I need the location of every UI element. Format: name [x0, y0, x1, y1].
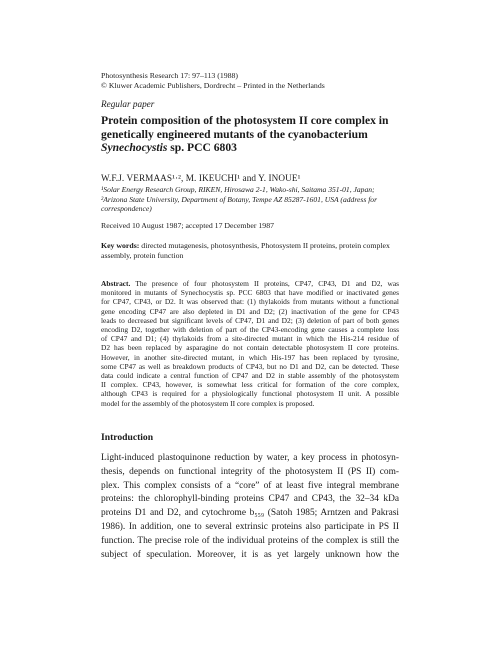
author-list: W.F.J. VERMAAS¹·², M. IKEUCHI¹ and Y. INOUE¹	[101, 173, 301, 183]
journal-header	[101, 71, 325, 90]
title-strain: sp. PCC 6803	[167, 141, 237, 155]
affiliations	[101, 185, 401, 214]
body-line: subject of speculation. Moreover, it is as yet largely unknown how the	[101, 549, 399, 560]
body-line: thesis, depends on functional integrity of the photosystem II (PS II) com-	[101, 466, 399, 477]
abstract	[101, 279, 399, 408]
keywords	[101, 241, 399, 260]
abstract-line: of CP47 and D1; (4) thylakoids from a site-directed mutant in which the His-214 residue of	[101, 334, 399, 344]
body-line: plex. This complex consists of a “core” of at least five integral membrane	[101, 480, 399, 491]
paper-title	[101, 114, 401, 155]
keywords-label: Key words:	[101, 241, 140, 250]
title-organism: Synechocystis	[101, 141, 168, 155]
body-line: proteins D1 and D2, and cytochrome b₅₅₉ (Satoh 1985; Arntzen and Pakrasi	[101, 508, 399, 519]
abstract-line: D2 has been replaced by asparagine do not contain detectable photosystem II core proteins.	[101, 343, 399, 353]
body-line: Light-induced plastoquinone reduction by water, a key process in photosyn-	[101, 453, 399, 463]
abstract-line: model for the assembly of the photosystem II core complex is proposed.	[101, 398, 315, 408]
title-line	[101, 141, 401, 155]
abstract-label: Abstract.	[101, 279, 131, 288]
title-line: Protein composition of the photosystem II core complex in	[101, 114, 389, 127]
abstract-line: some CP47 as well as breakdown products of CP43, but no D1 and D2, can be detected. These	[101, 361, 399, 371]
journal-citation: Photosynthesis Research 17: 97–113 (1988)	[101, 71, 239, 80]
body-line: proteins: the chlorophyll-binding proteins CP47 and CP43, the 32–34 kDa	[101, 494, 399, 505]
section-label: Regular paper	[101, 99, 155, 109]
title-line: genetically engineered mutants of the cyanobacterium	[101, 127, 368, 141]
introduction-body	[101, 452, 399, 562]
abstract-line: encoding D2, together with deletion of part of the CP43-encoding gene causes a complete loss	[101, 325, 399, 335]
received-dates: Received 10 August 1987; accepted 17 December 1987	[101, 221, 274, 230]
affiliation-line: correspondence)	[101, 204, 152, 214]
abstract-line: However, in another site-directed mutant, in which His-197 has been replaced by tyrosine,	[101, 352, 399, 362]
abstract-line: data could indicate a central function of CP47 and D2 in stable assembly of the photosystem	[101, 371, 399, 381]
affiliation-line: ²Arizona State University, Department of Botany, Tempe AZ 85287-1601, USA (address for	[101, 194, 378, 204]
introduction-heading: Introduction	[101, 432, 154, 443]
abstract-line: II complex. CP43, however, is somewhat less critical for formation of the core complex,	[101, 380, 399, 390]
abstract-line: monitored in mutants of Synechocystis sp. PCC 6803 that have modified or inactivated genes	[101, 288, 399, 298]
body-line: 1986). In addition, one to several extrinsic proteins also participate in PS II	[101, 521, 399, 532]
abstract-line	[101, 279, 399, 288]
abstract-text: The presence of four photosystem II proteins, CP47, CP43, D1 and D2, was	[130, 279, 399, 288]
abstract-line: for CP47, CP43, or D2. It was observed that: (1) thylakoids from mutants without a functional	[101, 297, 399, 307]
affiliation-line: ¹Solar Energy Research Group, RIKEN, Hirosawa 2-1, Wako-shi, Saitama 351-01, Japan;	[101, 185, 375, 194]
keywords-text: directed mutagenesis, photosynthesis, Photosystem II proteins, protein complex	[139, 241, 390, 250]
abstract-line: although CP43 is required for a physiologically functional photosystem II unit. A possible	[101, 389, 399, 399]
keywords-line	[101, 241, 399, 251]
body-line: function. The precise role of the individual proteins of the complex is still the	[101, 535, 399, 546]
keywords-line: assembly, protein function	[101, 250, 184, 260]
abstract-line: gene encoding CP47 are also depleted in D1 and D2; (2) inactivation of the gene for CP43	[101, 306, 399, 316]
abstract-line: leads to decreased but significant levels of CP47, D1 and D2; (3) deletion of part of both genes	[101, 315, 399, 325]
publisher-copyright: © Kluwer Academic Publishers, Dordrecht – Printed in the Netherlands	[101, 80, 325, 90]
